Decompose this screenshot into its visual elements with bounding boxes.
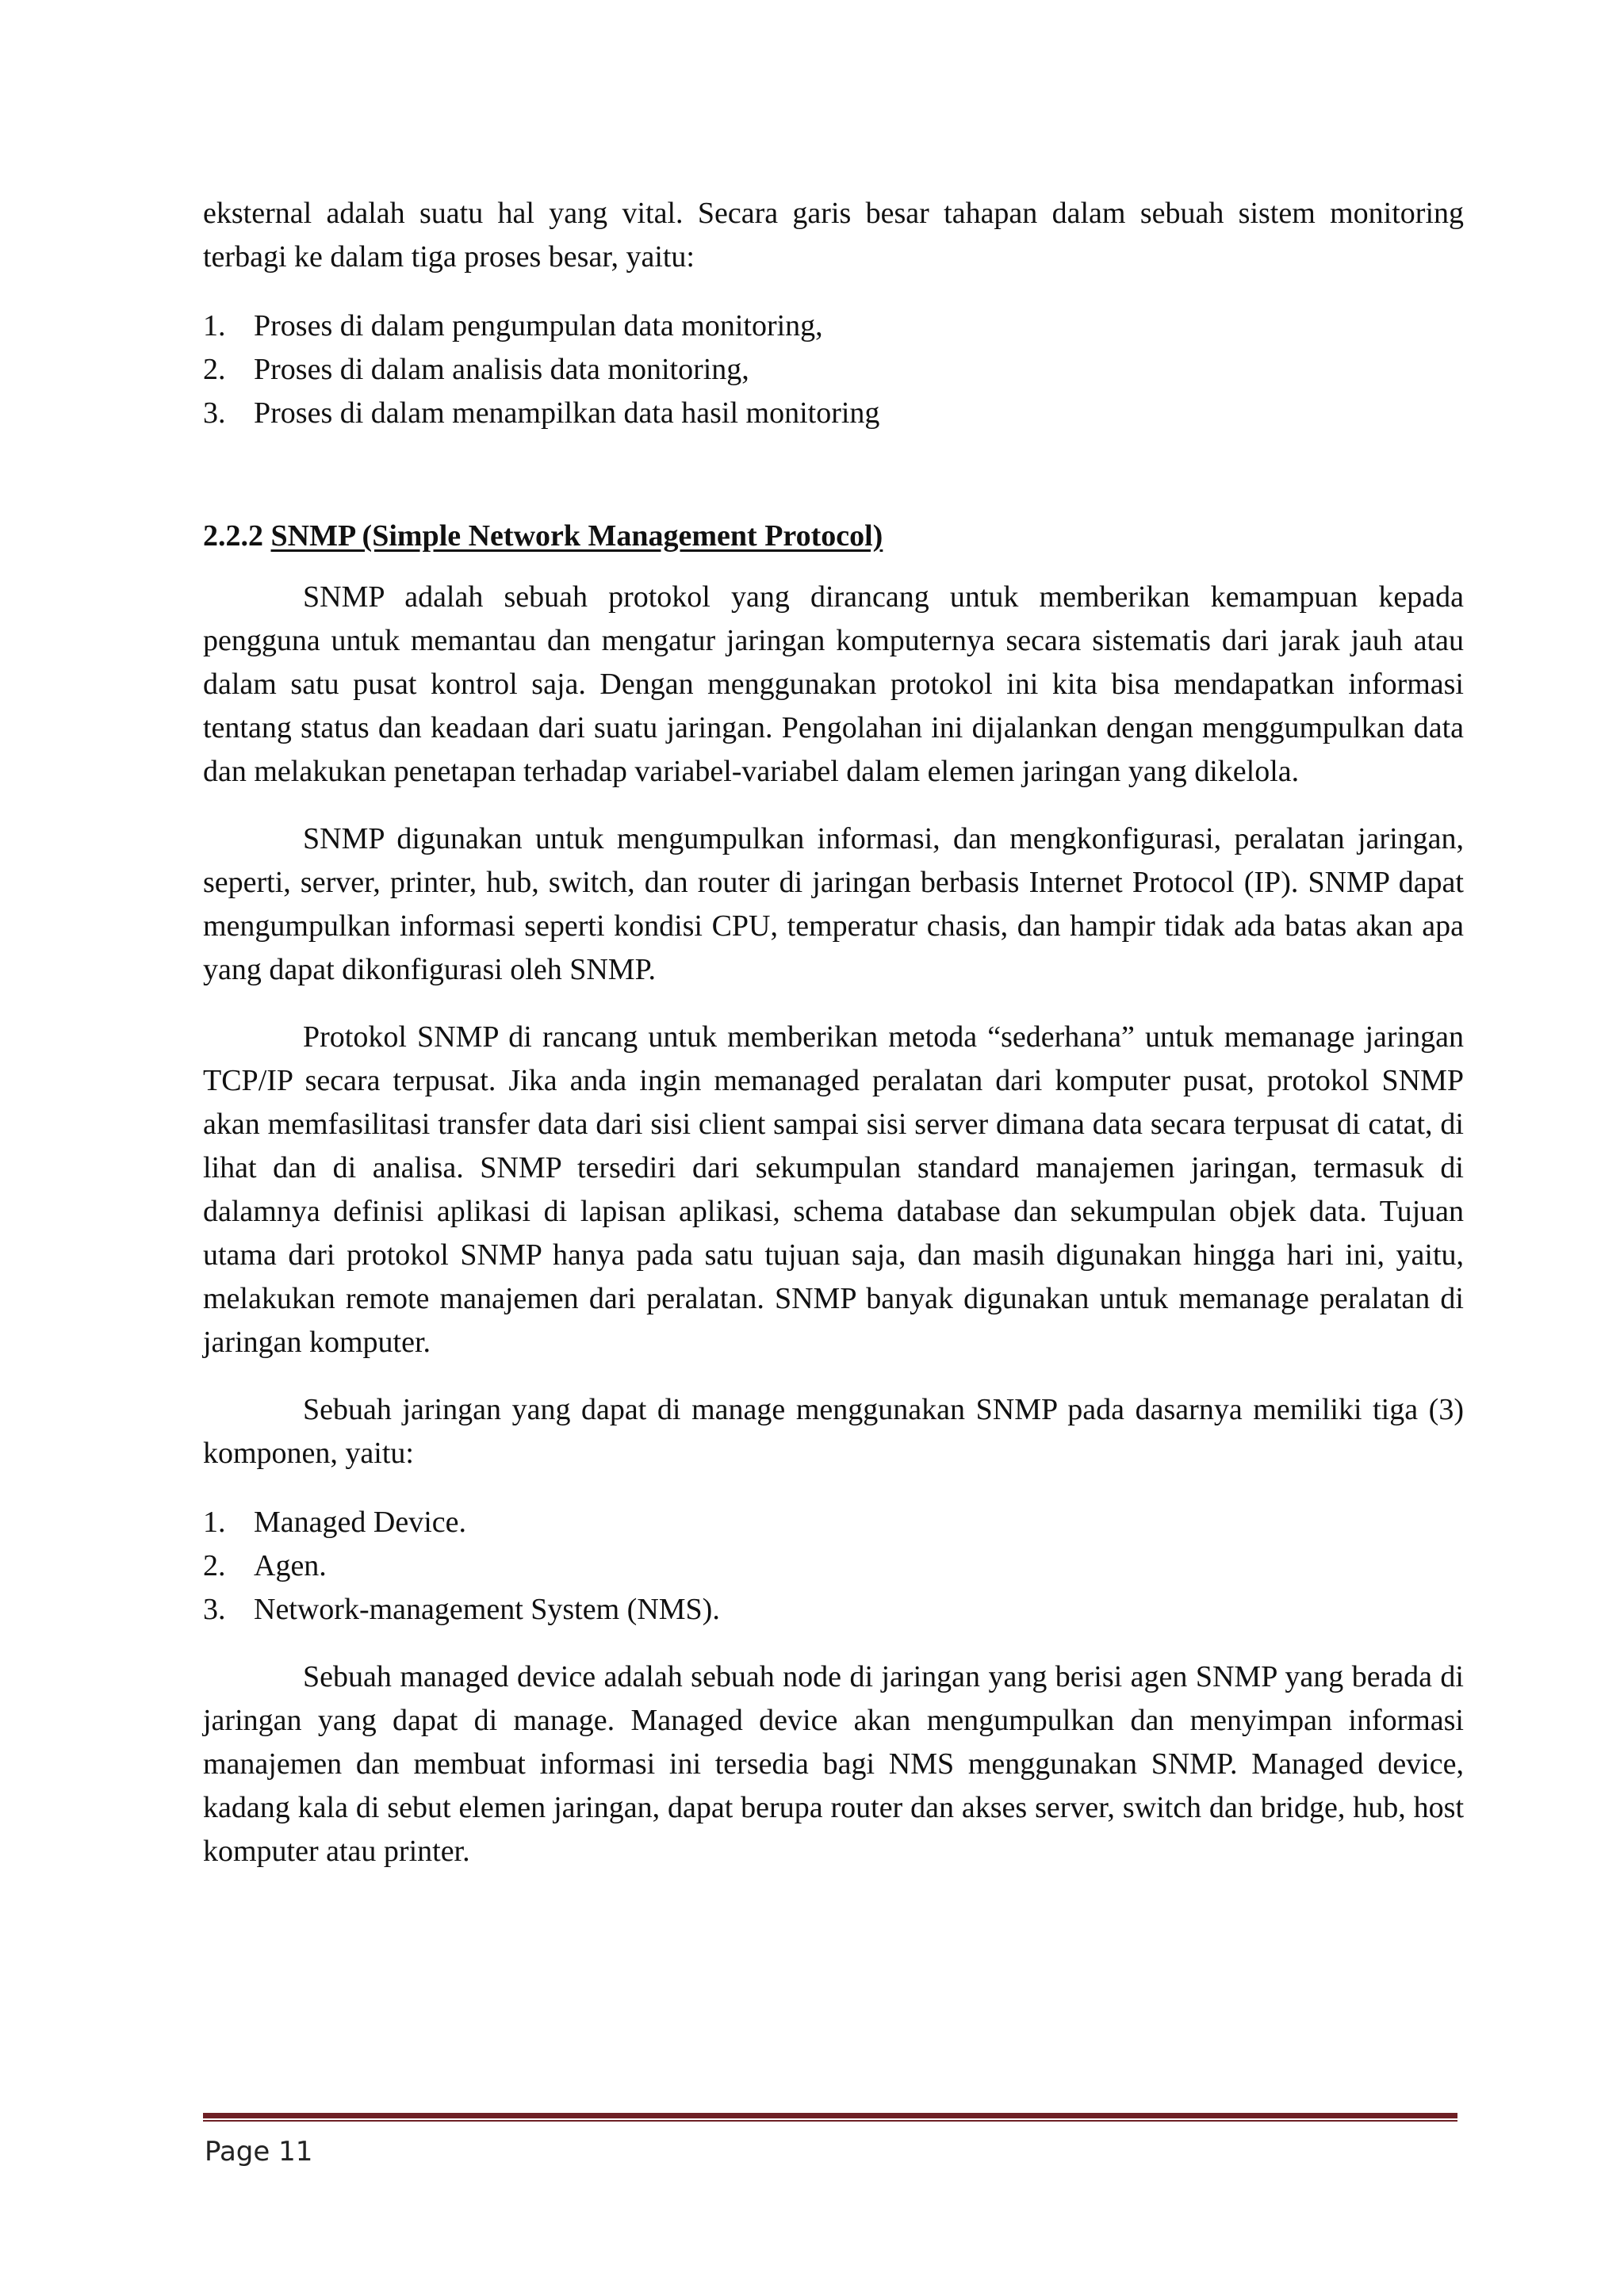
snmp-components-list [203, 1501, 1464, 1632]
footer-rule-thin [203, 2120, 1457, 2122]
list-item-text: Proses di dalam pengumpulan data monitoring, [254, 309, 823, 342]
list-item [203, 304, 1464, 348]
paragraph-snmp-components-intro: Sebuah jaringan yang dapat di manage menggunakan SNMP pada dasarnya memiliki tiga (3) komponen, yaitu: [203, 1393, 1464, 1470]
list-item-text: Managed Device. [254, 1506, 466, 1539]
list-item-text: Agen. [254, 1549, 327, 1582]
section-title: SNMP (Simple Network Management Protocol) [270, 519, 883, 553]
monitoring-process-list [203, 304, 1464, 435]
section-number: 2.2.2 [203, 519, 263, 553]
list-item-text: Proses di dalam analisis data monitoring, [254, 353, 749, 386]
intro-paragraph: eksternal adalah suatu hal yang vital. Secara garis besar tahapan dalam sebuah sistem monitoring terbagi ke dalam tiga proses besar, yaitu: [203, 197, 1464, 274]
list-item [203, 392, 1464, 435]
page-number: Page 11 [205, 2136, 313, 2168]
list-item-text: Proses di dalam menampilkan data hasil monitoring [254, 396, 880, 430]
list-item-number: 1. [203, 309, 226, 342]
paragraph-snmp-definition: SNMP adalah sebuah protokol yang dirancang untuk memberikan kemampuan kepada pengguna untuk memantau dan mengatur jaringan komputernya secara sistematis dari jarak jauh atau dalam satu pusat kontrol saja. Dengan menggunakan protokol ini kita bisa mendapatkan informasi tentang status dan keadaan dari suatu jaringan. Pengolahan ini dijalankan dengan menggumpulkan data dan melakukan penetapan terhadap variabel-variabel dalam elemen jaringan yang dikelola. [203, 580, 1464, 788]
list-item [203, 1544, 1464, 1588]
list-item-number: 3. [203, 396, 226, 430]
list-item [203, 1501, 1464, 1544]
list-item [203, 1588, 1464, 1632]
paragraph-managed-device: Sebuah managed device adalah sebuah node di jaringan yang berisi agen SNMP yang berada di jaringan yang dapat di manage. Managed device akan mengumpulkan dan menyimpan informasi manajemen dan membuat informasi ini tersedia bagi NMS menggunakan SNMP. Managed device, kadang kala di sebut elemen jaringan, dapat berupa router dan akses server, switch dan bridge, hub, host komputer atau printer. [203, 1660, 1464, 1868]
footer-rule [203, 2113, 1457, 2118]
section-heading [203, 515, 1464, 558]
list-item-number: 1. [203, 1506, 226, 1539]
paragraph-snmp-usage: SNMP digunakan untuk mengumpulkan informasi, dan mengkonfigurasi, peralatan jaringan, seperti, server, printer, hub, switch, dan router di jaringan berbasis Internet Protocol (IP). SNMP dapat mengumpulkan informasi seperti kondisi CPU, temperatur chasis, dan hampir tidak ada batas akan apa yang dapat dikonfigurasi oleh SNMP. [203, 822, 1464, 986]
list-item-number: 2. [203, 353, 226, 386]
page-body [203, 192, 1464, 1873]
list-item [203, 348, 1464, 392]
paragraph-snmp-protocol: Protokol SNMP di rancang untuk memberikan metoda “sederhana” untuk memanage jaringan TCP/IP secara terpusat. Jika anda ingin memanaged peralatan dari komputer pusat, protokol SNMP akan memfasilitasi transfer data dari sisi client sampai sisi server dimana data secara terpusat di catat, di lihat dan di analisa. SNMP tersediri dari sekumpulan standard manajemen jaringan, termasuk di dalamnya definisi aplikasi di lapisan aplikasi, schema database dan sekumpulan objek data. Tujuan utama dari protokol SNMP hanya pada satu tujuan saja, dan masih digunakan hingga hari ini, yaitu, melakukan remote manajemen dari peralatan. SNMP banyak digunakan untuk memanage peralatan di jaringan komputer. [203, 1020, 1464, 1359]
list-item-number: 3. [203, 1593, 226, 1626]
list-item-number: 2. [203, 1549, 226, 1582]
list-item-text: Network-management System (NMS). [254, 1593, 720, 1626]
